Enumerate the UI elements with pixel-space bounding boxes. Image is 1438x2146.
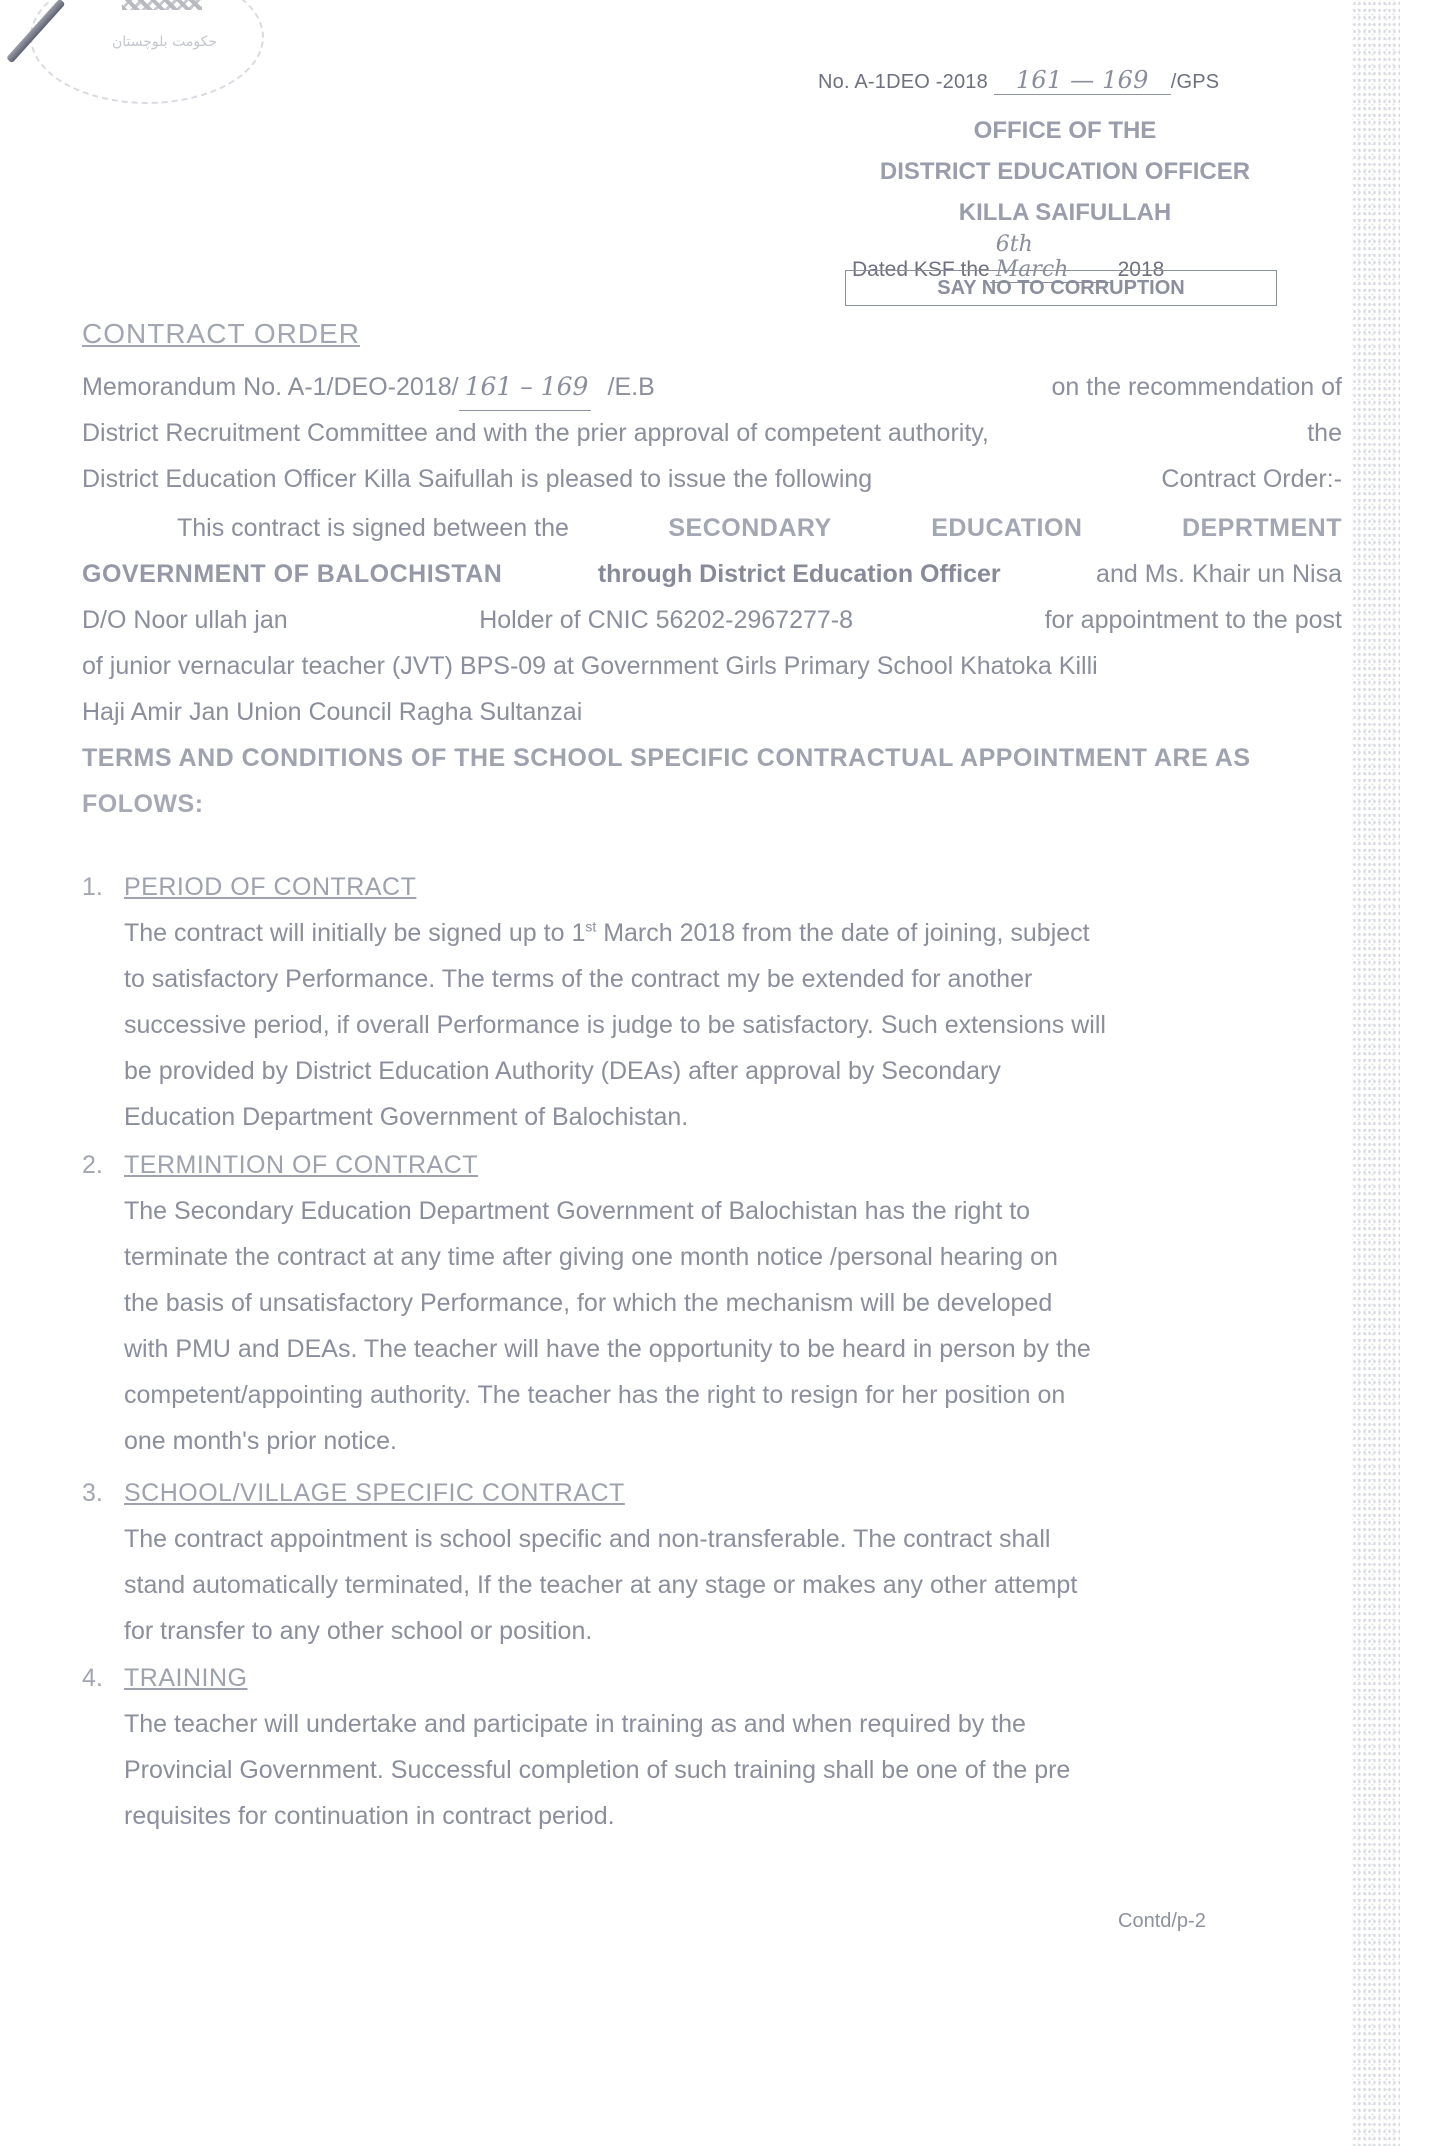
section-number: 4. bbox=[82, 1664, 103, 1692]
section-line: terminate the contract at any time after giving one month notice /personal hearing on bbox=[124, 1243, 1058, 1271]
section-line: competent/appointing authority. The teacher has the right to resign for her position on bbox=[124, 1381, 1066, 1409]
section-line: be provided by District Education Authority (DEAs) after approval by Secondary bbox=[124, 1057, 1001, 1085]
memo-line-2: District Recruitment Committee and with the prier approval of competent authority, the bbox=[82, 419, 1342, 447]
memorandum-paragraph bbox=[82, 364, 1342, 502]
contract-line-1: This contract is signed between the SECONDARY EDUCATION DEPRTMENT bbox=[177, 514, 1342, 542]
office-heading bbox=[840, 110, 1290, 233]
section-line: The contract appointment is school specific and non-transferable. The contract shall bbox=[124, 1525, 1051, 1553]
stamp-emblem-icon bbox=[122, 0, 202, 10]
section-line: with PMU and DEAs. The teacher will have the opportunity to be heard in person by the bbox=[124, 1335, 1091, 1363]
section-line: The contract will initially be signed up to 1st March 2018 from the date of joining, subject bbox=[124, 918, 1090, 947]
section-number: 3. bbox=[82, 1479, 103, 1507]
reference-handwritten: 161 — 169 bbox=[994, 66, 1171, 95]
section-line: Provincial Government. Successful completion of such training shall be one of the pre bbox=[124, 1756, 1071, 1784]
section-line: the basis of unsatisfactory Performance, for which the mechanism will be developed bbox=[124, 1289, 1053, 1317]
section-school-village-specific-contract bbox=[82, 1470, 1342, 1654]
section-number: 1. bbox=[82, 873, 103, 901]
document-title: CONTRACT ORDER bbox=[82, 318, 360, 349]
office-line-3: KILLA SAIFULLAH bbox=[958, 199, 1172, 226]
section-training bbox=[82, 1655, 1342, 1839]
stamp-text: حکومت بلوچستان bbox=[112, 34, 217, 50]
office-line-1: OFFICE OF THE bbox=[973, 117, 1157, 144]
section-line: stand automatically terminated, If the teacher at any stage or makes any other attempt bbox=[124, 1571, 1078, 1599]
memo-prefix: Memorandum No. A-1/DEO-2018/ bbox=[82, 373, 459, 401]
section-number: 2. bbox=[82, 1151, 103, 1179]
section-line: The Secondary Education Department Government of Balochistan has the right to bbox=[124, 1197, 1031, 1225]
section-line: successive period, if overall Performance is judge to be satisfactory. Such extensions will bbox=[124, 1011, 1106, 1039]
memo-line-1 bbox=[82, 364, 1342, 410]
section-line: The teacher will undertake and participate in training as and when required by the bbox=[124, 1710, 1026, 1738]
section-line: requisites for continuation in contract period. bbox=[124, 1802, 615, 1830]
terms-heading-line-2: FOLOWS: bbox=[82, 790, 204, 818]
dated-handwritten: 6th March bbox=[990, 232, 1112, 283]
terms-heading-line-1: TERMS AND CONDITIONS OF THE SCHOOL SPECIFIC CONTRACTUAL APPOINTMENT ARE AS bbox=[82, 744, 1251, 772]
section-title: TERMINTION OF CONTRACT bbox=[124, 1151, 479, 1179]
memo-handwritten: 161 – 169 bbox=[459, 364, 591, 411]
section-line: one month's prior notice. bbox=[124, 1427, 397, 1455]
dated-prefix: Dated KSF the bbox=[852, 258, 990, 281]
section-title: PERIOD OF CONTRACT bbox=[124, 873, 417, 901]
official-stamp bbox=[30, 0, 264, 104]
reference-number bbox=[818, 66, 1219, 95]
contract-line-2: GOVERNMENT OF BALOCHISTAN through District Education Officer and Ms. Khair un Nisa bbox=[82, 560, 1342, 588]
contract-line-3: D/O Noor ullah jan Holder of CNIC 56202-2967277-8 for appointment to the post bbox=[82, 606, 1342, 634]
section-line: for transfer to any other school or position. bbox=[124, 1617, 593, 1645]
contract-line-5: Haji Amir Jan Union Council Ragha Sultanzai bbox=[82, 698, 583, 726]
dated-year: 2018 bbox=[1117, 258, 1165, 281]
reference-suffix: /GPS bbox=[1170, 71, 1220, 93]
section-termination-of-contract bbox=[82, 1142, 1342, 1464]
section-title: TRAINING bbox=[124, 1664, 248, 1692]
scan-edge-noise bbox=[1352, 0, 1400, 2146]
slogan-box: SAY NO TO CORRUPTION bbox=[845, 270, 1277, 306]
section-line: to satisfactory Performance. The terms of the contract my be extended for another bbox=[124, 965, 1033, 993]
section-title: SCHOOL/VILLAGE SPECIFIC CONTRACT bbox=[124, 1479, 625, 1507]
contract-line-4: of junior vernacular teacher (JVT) BPS-09 at Government Girls Primary School Khatoka Killi bbox=[82, 652, 1098, 680]
contract-paragraph bbox=[82, 505, 1342, 827]
continued-marker: Contd/p-2 bbox=[1118, 1910, 1206, 1932]
memo-line-1-end: on the recommendation of bbox=[1051, 373, 1342, 401]
reference-prefix: No. A-1DEO -2018 bbox=[818, 71, 988, 93]
office-line-2: DISTRICT EDUCATION OFFICER bbox=[879, 158, 1251, 185]
memo-line-3: District Education Officer Killa Saifullah is pleased to issue the following Contract Order:- bbox=[82, 465, 1342, 493]
section-line: Education Department Government of Balochistan. bbox=[124, 1103, 689, 1131]
section-period-of-contract bbox=[82, 864, 1342, 1140]
memo-suffix: /E.B bbox=[607, 373, 655, 401]
